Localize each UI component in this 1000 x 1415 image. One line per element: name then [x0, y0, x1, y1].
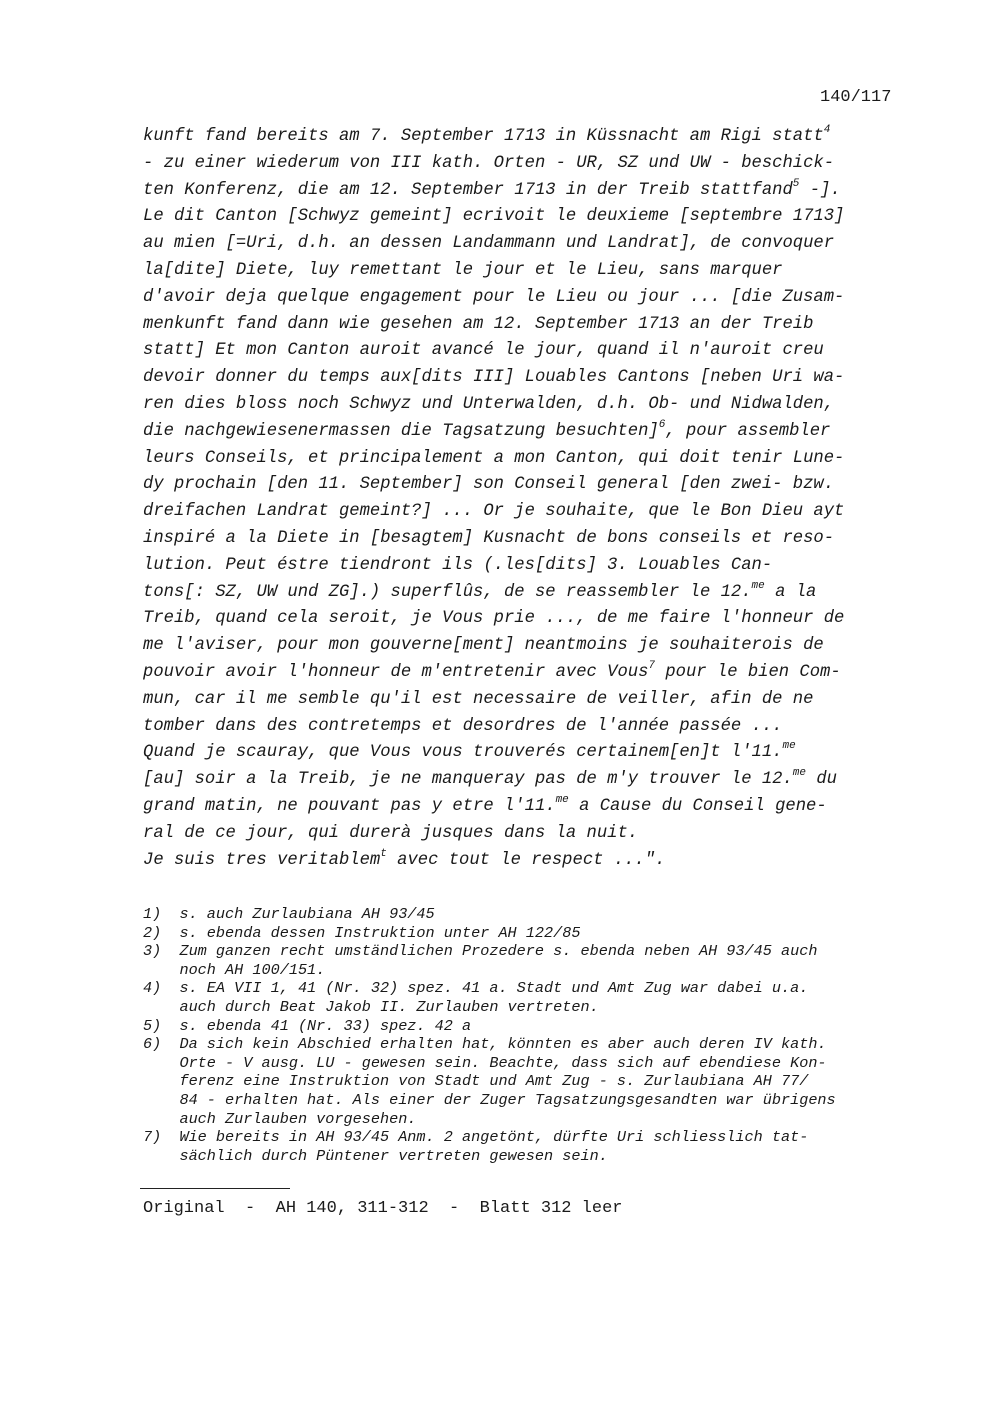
superscript: me — [751, 579, 765, 592]
body-line — [143, 124, 913, 151]
body-line-tail: -]. — [799, 180, 841, 200]
body-line-text: mun, car il me semble qu'il est necessaire de veiller, afin de ne — [143, 689, 814, 709]
footnote-line: 3) Zum ganzen recht umständlichen Prozedere s. ebenda neben AH 93/45 auch — [143, 942, 818, 961]
body-line — [143, 231, 913, 258]
body-line — [143, 767, 913, 794]
footnote-line: auch durch Beat Jakob II. Zurlauben vertreten. — [143, 997, 599, 1016]
letter-body — [143, 124, 913, 874]
body-line-text: grand matin, ne pouvant pas y etre l'11. — [143, 796, 556, 816]
body-line-text: leurs Conseils, et principalement a mon Canton, qui doit tenir Lune- — [143, 448, 845, 468]
body-line-text: me l'aviser, pour mon gouverne[ment] neantmoins je souhaiterois de — [143, 636, 824, 656]
body-line-text: Le dit Canton [Schwyz gemeint] ecrivoit le deuxieme [septembre 1713] — [143, 207, 845, 227]
body-line-text: Je suis tres veritablem — [143, 850, 381, 870]
body-line — [143, 419, 913, 446]
body-line-text: inspiré a la Diete in [besagtem] Kusnacht de bons conseils et reso- — [143, 528, 835, 548]
body-line-text: kunft fand bereits am 7. September 1713 in Küssnacht am Rigi statt — [143, 127, 824, 146]
body-line-tail: , pour assembler — [665, 421, 831, 441]
body-line — [143, 687, 913, 714]
body-line-text: - zu einer wiederum von III kath. Orten - UR, SZ und UW - beschick- — [143, 153, 835, 173]
original-reference: Original - AH 140, 311-312 - Blatt 312 leer — [143, 1199, 623, 1218]
superscript: me — [555, 793, 569, 806]
body-line-text: lution. Peut éstre tiendront ils (.les[dits] 3. Louables Can- — [143, 555, 773, 575]
body-line — [143, 499, 913, 526]
body-line-text: tomber dans des contretemps et desordres de l'année passée ... — [143, 716, 783, 736]
body-line-text: la[dite] Diete, luy remettant le jour et le Lieu, sans marquer — [143, 260, 783, 280]
footnote-line: 4) s. EA VII 1, 41 (Nr. 32) spez. 41 a. Stadt und Amt Zug war dabei u.a. — [143, 979, 809, 998]
superscript: 4 — [823, 124, 831, 136]
body-line — [143, 794, 913, 821]
body-line-text: ten Konferenz, die am 12. September 1713 in der Treib stattfand — [143, 180, 793, 200]
body-line — [143, 446, 913, 473]
footnote-line: 2) s. ebenda dessen Instruktion unter AH 122/85 — [143, 923, 581, 942]
footnote-line: 5) s. ebenda 41 (Nr. 33) spez. 42 a — [143, 1016, 472, 1035]
superscript: t — [380, 847, 387, 860]
body-line-text: au mien [=Uri, d.h. an dessen Landammann und Landrat], de convoquer — [143, 234, 835, 254]
superscript: me — [792, 767, 806, 780]
body-line-tail: du — [806, 770, 837, 790]
body-line-text: statt] Et mon Canton auroit avancé le jour, quand il n'auroit creu — [143, 341, 824, 361]
body-line-text: die nachgewiesenermassen die Tagsatzung besuchten] — [143, 421, 659, 441]
body-line-text: ren dies bloss noch Schwyz und Unterwalden, d.h. Ob- und Nidwalden, — [143, 394, 835, 414]
body-line — [143, 553, 913, 580]
body-line — [143, 151, 913, 178]
footnote-line: noch AH 100/151. — [143, 960, 326, 979]
body-line-text: tons[: SZ, UW und ZG].) superflûs, de se reassembler le 12. — [143, 582, 752, 602]
footnote-line: sächlich durch Püntener vertreten gewesen sein. — [143, 1146, 608, 1165]
footnote-line: 7) Wie bereits in AH 93/45 Anm. 2 angetönt, dürfte Uri schliesslich tat- — [143, 1128, 809, 1147]
body-line — [143, 365, 913, 392]
footnote-line: 84 - erhalten hat. Als einer der Zuger Tagsatzungsgesandten war übrigens — [143, 1090, 836, 1109]
body-line — [143, 526, 913, 553]
body-line-text: d'avoir deja quelque engagement pour le Lieu ou jour ... [die Zusam- — [143, 287, 845, 307]
body-line-text: dy prochain [den 11. September] son Conseil general [den zwei- bzw. — [143, 475, 835, 495]
body-line — [143, 660, 913, 687]
footnote-line: 6) Da sich kein Abschied erhalten hat, könnten es aber auch deren IV kath. — [143, 1035, 827, 1054]
footnote-line: Orte - V ausg. LU - gewesen sein. Beachte, dass sich auf ebendiese Kon- — [143, 1053, 827, 1072]
body-line-text: pouvoir avoir l'honneur de m'entretenir avec Vous — [143, 662, 649, 682]
body-line — [143, 472, 913, 499]
body-line — [143, 821, 913, 848]
body-line-text: Quand je scauray, que Vous vous trouverés certainem[en]t l'11. — [143, 743, 783, 763]
body-line-tail: avec tout le respect ...". — [386, 850, 666, 870]
superscript: 6 — [658, 418, 666, 431]
body-line-tail: a Cause du Conseil gene- — [568, 796, 827, 816]
body-line — [143, 714, 913, 741]
superscript: me — [782, 740, 796, 753]
page-number: 140/117 — [820, 88, 892, 107]
body-line-text: devoir donner du temps aux[dits III] Louables Cantons [neben Uri wa- — [143, 368, 845, 388]
body-line — [143, 740, 913, 767]
superscript: 7 — [648, 659, 656, 672]
superscript: 5 — [792, 177, 800, 190]
body-line — [143, 392, 913, 419]
footnote-line: 1) s. auch Zurlaubiana AH 93/45 — [143, 905, 435, 923]
body-line-text: ral de ce jour, qui durerà jusques dans la nuit. — [143, 823, 639, 843]
body-line-text: menkunft fand dann wie gesehen am 12. September 1713 an der Treib — [143, 314, 814, 334]
footnote-line: auch Zurlauben vorgesehen. — [143, 1109, 417, 1128]
body-line-tail: a la — [764, 582, 817, 602]
footnotes — [143, 905, 923, 1165]
body-line — [143, 258, 913, 285]
body-line-text: Treib, quand cela seroit, je Vous prie ..., de me faire l'honneur de — [143, 609, 845, 629]
body-line — [143, 285, 913, 312]
body-line-text: dreifachen Landrat gemeint?] ... Or je souhaite, que le Bon Dieu ayt — [143, 502, 845, 522]
body-line — [143, 338, 913, 365]
body-line — [143, 848, 913, 875]
body-line — [143, 606, 913, 633]
body-line — [143, 633, 913, 660]
body-line-tail: pour le bien Com- — [655, 662, 841, 682]
body-line — [143, 204, 913, 231]
divider-line — [140, 1188, 290, 1189]
footnote-line: ferenz eine Instruktion von Stadt und Amt Zug - s. Zurlaubiana AH 77/ — [143, 1072, 809, 1091]
body-line — [143, 580, 913, 607]
body-line — [143, 312, 913, 339]
body-line — [143, 178, 913, 205]
body-line-text: [au] soir a la Treib, je ne manqueray pas de m'y trouver le 12. — [143, 770, 793, 790]
